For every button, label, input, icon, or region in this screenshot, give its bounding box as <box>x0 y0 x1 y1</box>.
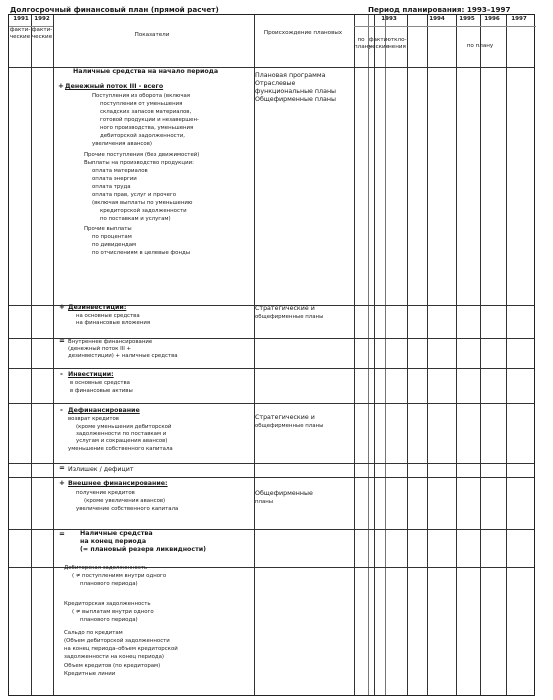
balance-line: задолженности на конец периода) <box>64 654 164 660</box>
cashflow-detail-line: Поступления из оборота (включая <box>92 93 191 99</box>
balance-line: планового периода) <box>80 617 138 623</box>
balance-line: Кредитные линии <box>64 671 116 677</box>
divestments-heading: Дезинвестиции: <box>68 304 127 311</box>
origin-line: Стратегические и <box>255 305 315 312</box>
plus-mark: + <box>59 479 65 487</box>
external-financing-line: (кроме увеличения авансов) <box>84 498 166 504</box>
investments-heading: Инвестиции: <box>68 371 114 378</box>
plus-mark: + <box>58 82 64 90</box>
col-divider <box>374 15 375 695</box>
cashflow-detail-line: по поставкам и услугам) <box>100 216 171 222</box>
definancing-line: задолженности по поставкам и <box>76 431 167 437</box>
origin-line: Плановая программа <box>255 72 326 79</box>
minus-mark: - <box>60 370 63 378</box>
col-divider <box>480 15 481 695</box>
col-divider <box>427 15 428 695</box>
internal-financing-line: Внутреннее финансирование <box>68 339 153 345</box>
col-divider <box>53 15 54 695</box>
balance-line: (Объем дебиторской задолженности <box>64 638 170 644</box>
balance-line: Сальдо по кредитам <box>64 630 123 636</box>
col-deviation-1993: откло-нения <box>387 37 407 50</box>
investment-line: в основные средства <box>70 380 130 386</box>
definancing-line: уменьшение собственного капитала <box>68 446 173 452</box>
closing-cash-line: на конец периода <box>80 538 147 545</box>
row-rule <box>9 477 534 478</box>
col-year-1997: 1997 <box>511 16 527 22</box>
col-divider <box>368 15 369 695</box>
definancing-line: возврат кредитов <box>68 416 119 422</box>
cashflow-detail-line: оплата материалов <box>92 168 148 174</box>
cashflow-detail-line: кредиторской задолженности <box>100 208 187 214</box>
col-fact-1991: факти-ческие <box>9 27 31 40</box>
divestment-line: на основные средства <box>76 313 140 319</box>
cashflow-detail-line: ного производства, уменьшения <box>100 125 194 131</box>
cashflow-detail-line: по процентам <box>92 234 132 240</box>
col-divider <box>506 15 507 695</box>
cashflow-detail-line: по дивидендам <box>92 242 137 248</box>
row-rule <box>9 463 534 464</box>
external-financing-line: получение кредитов <box>76 490 135 496</box>
planning-period: Период планирования: 1993–1997 <box>368 5 511 14</box>
col-divider <box>407 15 408 695</box>
cashflow-detail-line: оплата энергии <box>92 176 137 182</box>
external-financing-line: увеличение собственного капитала <box>76 506 179 512</box>
definancing-line: услугам и сокращения авансов) <box>76 438 168 444</box>
cashflow-detail-line: складских запасов материалов, <box>100 109 192 115</box>
origin-line: Стратегические и <box>255 414 315 421</box>
origin-line: Общефирменные <box>255 490 313 497</box>
plus-mark: + <box>59 303 65 311</box>
cashflow-detail-line: Прочие выплаты <box>84 226 132 232</box>
opening-cash-heading: Наличные средства на начало периода <box>73 68 219 75</box>
balance-line: Кредиторская задолженность <box>64 601 151 607</box>
col-plan-1993: по плану <box>354 37 372 50</box>
cashflow-detail-line: увеличения авансов) <box>92 141 152 147</box>
equals-mark: = <box>59 464 65 472</box>
col-divider <box>385 15 386 695</box>
col-year-1991: 1991 <box>13 16 29 22</box>
col-year-1995: 1995 <box>459 16 475 22</box>
closing-cash-line: Наличные средства <box>80 530 153 537</box>
cashflow-detail-line: оплата труда <box>92 184 131 190</box>
col-indicators: Показатели <box>134 32 170 38</box>
origin-line: Общефирменные планы <box>255 96 336 103</box>
equals-mark: = <box>59 530 65 538</box>
minus-mark: - <box>60 406 63 414</box>
balance-line: Объем кредитов (по кредиторам) <box>64 663 161 669</box>
cashflow-detail-line: (включая выплаты по уменьшению <box>92 200 193 206</box>
col-fact-1992: факти-ческие <box>31 27 53 40</box>
origin-line: общефирменные планы <box>255 423 324 429</box>
cashflow-detail-line: дебиторской задолженности, <box>100 133 185 139</box>
equals-mark: = <box>59 337 65 345</box>
col-fact-1993: факти-ческие <box>368 37 390 50</box>
balance-line: планового периода) <box>80 581 138 587</box>
cashflow-detail-line: готовой продукции и незавершен- <box>100 117 199 123</box>
year-rule <box>354 26 536 27</box>
row-rule <box>9 368 534 369</box>
col-plan-future: по плану <box>466 43 494 49</box>
balance-line: на конец периода–объем кредиторской <box>64 646 178 652</box>
col-year-1993: 1993 <box>381 16 397 22</box>
origin-line: планы <box>255 499 274 505</box>
divestment-line: на финансовые вложения <box>76 320 151 326</box>
col-year-1992: 1992 <box>34 16 50 22</box>
cashflow-detail-line: по отчислениям в целевые фонды <box>92 250 190 256</box>
internal-financing-line: дезинвестиции) + наличные средства <box>68 353 178 359</box>
balance-line: ( ≠ выплатам внутри одного <box>72 609 154 615</box>
origin-line: Отраслевые <box>255 80 296 87</box>
cashflow-detail-line: оплата прав, услуг и прочего <box>92 192 177 198</box>
col-divider <box>456 15 457 695</box>
balance-line: Дебиторская задолженность <box>64 565 148 571</box>
definancing-heading: Дефинансирование <box>68 407 140 414</box>
col-divider <box>254 15 255 695</box>
balance-line: ( ≠ поступлениям внутри одного <box>72 573 167 579</box>
investment-line: в финансовые активы <box>70 388 133 394</box>
col-divider <box>31 15 32 695</box>
row-rule <box>9 403 534 404</box>
cashflow-total: Денежный поток III - всего <box>65 83 164 90</box>
cashflow-detail-line: Выплаты на производство продукции: <box>84 160 194 166</box>
external-financing-heading: Внешнее финансирование: <box>68 480 168 487</box>
closing-cash-line: (= плановый резерв ликвидности) <box>80 546 207 553</box>
col-divider <box>354 15 355 695</box>
cashflow-detail-line: Прочие поступления (без движимостей) <box>84 152 200 158</box>
col-year-1994: 1994 <box>429 16 445 22</box>
definancing-line: (кроме уменьшения дебиторской <box>76 424 172 430</box>
origin-line: общефирменные планы <box>255 314 324 320</box>
col-year-1996: 1996 <box>484 16 500 22</box>
origin-line: функциональные планы <box>255 88 337 95</box>
cashflow-detail-line: поступления от уменьшения <box>100 101 183 107</box>
internal-financing-line: (денежный поток III + <box>68 346 132 352</box>
plan-title: Долгосрочный финансовый план (прямой расчет) <box>10 5 219 14</box>
surplus-deficit: Излишек / дефицит <box>68 466 134 473</box>
col-origin: Происхождение плановых <box>263 30 343 36</box>
